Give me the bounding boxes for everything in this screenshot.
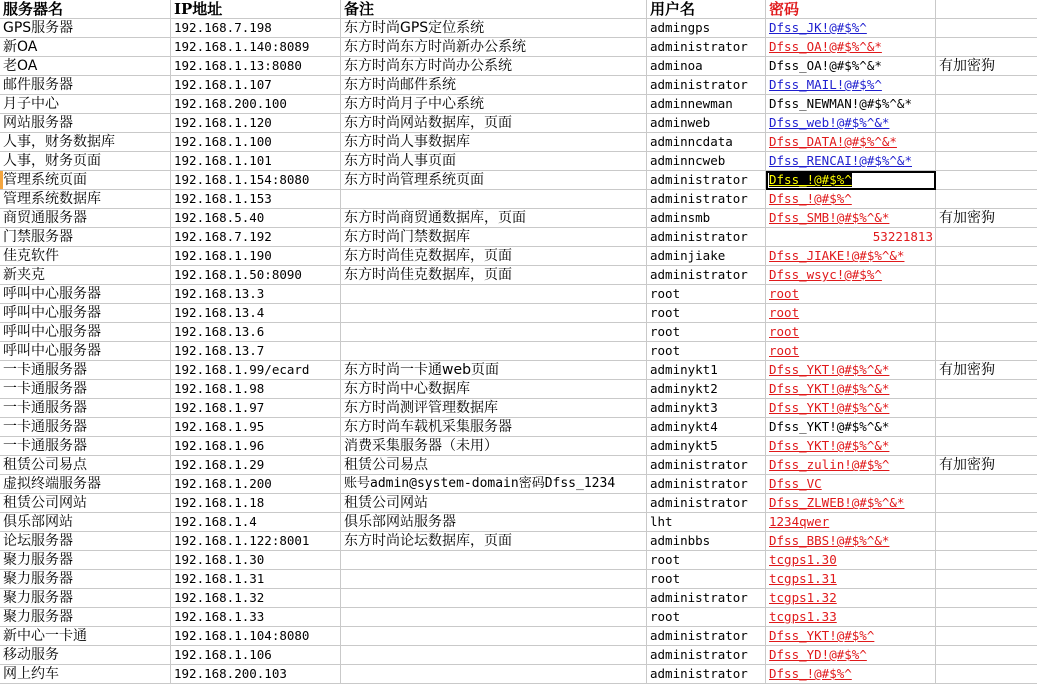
extra-note-cell[interactable]: 有加密狗 (936, 57, 1037, 76)
ip-address-cell[interactable]: 192.168.1.122:8001 (171, 532, 341, 551)
extra-note-cell[interactable] (936, 285, 1037, 304)
server-name-cell[interactable]: 新中心一卡通 (0, 627, 171, 646)
ip-address-cell[interactable]: 192.168.5.40 (171, 209, 341, 228)
table-row (0, 361, 1037, 380)
ip-address-cell[interactable]: 192.168.1.98 (171, 380, 341, 399)
table-row (0, 133, 1037, 152)
table-row (0, 95, 1037, 114)
table-row (0, 494, 1037, 513)
extra-note-cell[interactable] (936, 627, 1037, 646)
password-cell[interactable]: Dfss_BBS!@#$%^&* (766, 532, 936, 551)
ip-address-cell[interactable]: 192.168.1.95 (171, 418, 341, 437)
extra-note-cell[interactable] (936, 342, 1037, 361)
ip-address-cell[interactable]: 192.168.1.190 (171, 247, 341, 266)
note-cell[interactable] (341, 285, 647, 304)
note-cell[interactable]: 东方时尚东方时尚新办公系统 (341, 38, 647, 57)
extra-note-cell[interactable] (936, 475, 1037, 494)
password-cell[interactable]: Dfss_NEWMAN!@#$%^&* (766, 95, 936, 114)
ip-address-cell[interactable]: 192.168.200.100 (171, 95, 341, 114)
table-row (0, 266, 1037, 285)
note-cell[interactable] (341, 551, 647, 570)
table-row (0, 608, 1037, 627)
ip-address-cell[interactable]: 192.168.1.29 (171, 456, 341, 475)
username-cell[interactable]: adminsmb (647, 209, 766, 228)
note-cell[interactable]: 租赁公司网站 (341, 494, 647, 513)
ip-address-cell[interactable]: 192.168.7.198 (171, 19, 341, 38)
note-cell[interactable]: 俱乐部网站服务器 (341, 513, 647, 532)
note-cell[interactable]: 东方时尚管理系统页面 (341, 171, 647, 190)
password-cell[interactable]: root (766, 304, 936, 323)
username-cell[interactable]: administrator (647, 266, 766, 285)
header-name-cell[interactable]: 服务器名 (0, 0, 171, 19)
server-name-cell[interactable]: 呼叫中心服务器 (0, 342, 171, 361)
server-name-cell[interactable]: 佳克软件 (0, 247, 171, 266)
extra-note-cell[interactable] (936, 570, 1037, 589)
extra-note-cell[interactable] (936, 589, 1037, 608)
table-row (0, 627, 1037, 646)
password-cell[interactable]: Dfss_SMB!@#$%^&* (766, 209, 936, 228)
ip-address-cell[interactable]: 192.168.1.140:8089 (171, 38, 341, 57)
server-name-cell[interactable]: 新夹克 (0, 266, 171, 285)
server-name-cell[interactable]: 网站服务器 (0, 114, 171, 133)
extra-note-cell[interactable] (936, 152, 1037, 171)
extra-note-cell[interactable] (936, 133, 1037, 152)
password-cell[interactable]: Dfss_YD!@#$%^ (766, 646, 936, 665)
table-row (0, 304, 1037, 323)
extra-note-cell[interactable]: 有加密狗 (936, 456, 1037, 475)
server-name-cell[interactable]: 一卡通服务器 (0, 418, 171, 437)
ip-address-cell[interactable]: 192.168.1.97 (171, 399, 341, 418)
note-cell[interactable]: 东方时尚商贸通数据库，页面 (341, 209, 647, 228)
table-row (0, 532, 1037, 551)
server-name-cell[interactable]: 老OA (0, 57, 171, 76)
username-cell[interactable]: administrator (647, 456, 766, 475)
password-cell[interactable]: Dfss_YKT!@#$%^&* (766, 361, 936, 380)
server-name-cell[interactable]: 聚力服务器 (0, 570, 171, 589)
password-cell[interactable] (766, 171, 936, 190)
username-cell[interactable]: root (647, 285, 766, 304)
username-cell[interactable]: adminykt5 (647, 437, 766, 456)
ip-address-cell[interactable]: 192.168.1.99/ecard (171, 361, 341, 380)
extra-note-cell[interactable] (936, 114, 1037, 133)
username-cell[interactable]: adminncdata (647, 133, 766, 152)
note-cell[interactable]: 租赁公司易点 (341, 456, 647, 475)
password-cell[interactable]: Dfss_VC (766, 475, 936, 494)
table-row (0, 513, 1037, 532)
ip-address-cell[interactable]: 192.168.13.7 (171, 342, 341, 361)
note-cell[interactable]: 消费采集服务器（未用） (341, 437, 647, 456)
note-cell[interactable] (341, 665, 647, 684)
password-cell[interactable]: Dfss_OA!@#$%^&* (766, 38, 936, 57)
table-row (0, 399, 1037, 418)
username-cell[interactable]: administrator (647, 589, 766, 608)
extra-note-cell[interactable] (936, 38, 1037, 57)
ip-address-cell[interactable]: 192.168.1.30 (171, 551, 341, 570)
server-name-cell[interactable]: 网上约车 (0, 665, 171, 684)
ip-address-cell[interactable]: 192.168.1.33 (171, 608, 341, 627)
note-cell[interactable]: 东方时尚GPS定位系统 (341, 19, 647, 38)
server-name-cell[interactable]: 门禁服务器 (0, 228, 171, 247)
password-cell[interactable]: Dfss_ZLWEB!@#$%^&* (766, 494, 936, 513)
note-cell[interactable] (341, 608, 647, 627)
server-name-cell[interactable]: 商贸通服务器 (0, 209, 171, 228)
username-cell[interactable]: adminnewman (647, 95, 766, 114)
password-cell[interactable]: 1234qwer (766, 513, 936, 532)
server-name-cell[interactable]: 管理系统数据库 (0, 190, 171, 209)
note-cell[interactable]: 东方时尚东方时尚办公系统 (341, 57, 647, 76)
username-cell[interactable]: root (647, 342, 766, 361)
ip-address-cell[interactable]: 192.168.13.3 (171, 285, 341, 304)
server-name-cell[interactable]: 移动服务 (0, 646, 171, 665)
username-cell[interactable]: administrator (647, 171, 766, 190)
server-name-cell[interactable]: 呼叫中心服务器 (0, 304, 171, 323)
username-cell[interactable]: administrator (647, 76, 766, 95)
note-cell[interactable] (341, 589, 647, 608)
table-row (0, 475, 1037, 494)
table-row (0, 570, 1037, 589)
password-cell[interactable]: tcgps1.31 (766, 570, 936, 589)
username-cell[interactable]: root (647, 608, 766, 627)
extra-note-cell[interactable] (936, 266, 1037, 285)
ip-address-cell[interactable]: 192.168.1.32 (171, 589, 341, 608)
server-name-cell[interactable]: 呼叫中心服务器 (0, 323, 171, 342)
server-name-cell[interactable]: 论坛服务器 (0, 532, 171, 551)
server-name-cell[interactable]: 新OA (0, 38, 171, 57)
username-cell[interactable]: adminykt2 (647, 380, 766, 399)
extra-note-cell[interactable] (936, 608, 1037, 627)
password-cell[interactable]: Dfss_!@#$%^ (766, 190, 936, 209)
table-row (0, 437, 1037, 456)
note-cell[interactable] (341, 570, 647, 589)
password-cell[interactable]: Dfss_DATA!@#$%^&* (766, 133, 936, 152)
table-row (0, 209, 1037, 228)
table-row (0, 114, 1037, 133)
extra-note-cell[interactable] (936, 418, 1037, 437)
note-cell[interactable]: 账号admin@system-domain密码Dfss_1234 (341, 475, 647, 494)
note-cell[interactable]: 东方时尚佳克数据库，页面 (341, 266, 647, 285)
password-cell[interactable]: Dfss_!@#$%^ (766, 665, 936, 684)
header-extra-cell[interactable] (936, 0, 1037, 19)
extra-note-cell[interactable] (936, 247, 1037, 266)
ip-address-cell[interactable]: 192.168.13.4 (171, 304, 341, 323)
table-row (0, 456, 1037, 475)
header-user-cell[interactable]: 用户名 (647, 0, 766, 19)
note-cell[interactable]: 东方时尚车载机采集服务器 (341, 418, 647, 437)
table-row (0, 342, 1037, 361)
username-cell[interactable]: administrator (647, 190, 766, 209)
password-cell[interactable]: Dfss_web!@#$%^&* (766, 114, 936, 133)
username-cell[interactable]: administrator (647, 38, 766, 57)
username-cell[interactable]: lht (647, 513, 766, 532)
note-cell[interactable] (341, 323, 647, 342)
password-cell[interactable]: Dfss_zulin!@#$%^ (766, 456, 936, 475)
username-cell[interactable]: admingps (647, 19, 766, 38)
username-cell[interactable]: adminncweb (647, 152, 766, 171)
note-cell[interactable]: 东方时尚中心数据库 (341, 380, 647, 399)
username-cell[interactable]: root (647, 551, 766, 570)
ip-address-cell[interactable]: 192.168.1.31 (171, 570, 341, 589)
ip-address-cell[interactable]: 192.168.1.13:8080 (171, 57, 341, 76)
note-cell[interactable] (341, 627, 647, 646)
server-name-cell[interactable]: 租赁公司易点 (0, 456, 171, 475)
ip-address-cell[interactable]: 192.168.200.103 (171, 665, 341, 684)
ip-address-cell[interactable]: 192.168.1.154:8080 (171, 171, 341, 190)
note-cell[interactable] (341, 190, 647, 209)
password-cell[interactable]: Dfss_wsyc!@#$%^ (766, 266, 936, 285)
username-cell[interactable]: root (647, 323, 766, 342)
table-row (0, 418, 1037, 437)
server-name-cell[interactable]: 俱乐部网站 (0, 513, 171, 532)
username-cell[interactable]: administrator (647, 646, 766, 665)
extra-note-cell[interactable] (936, 190, 1037, 209)
extra-note-cell[interactable] (936, 513, 1037, 532)
extra-note-cell[interactable] (936, 532, 1037, 551)
username-cell[interactable]: adminjiake (647, 247, 766, 266)
server-name-cell[interactable]: GPS服务器 (0, 19, 171, 38)
extra-note-cell[interactable]: 有加密狗 (936, 361, 1037, 380)
password-cell[interactable]: tcgps1.30 (766, 551, 936, 570)
password-cell[interactable]: Dfss_YKT!@#$%^ (766, 627, 936, 646)
ip-address-cell[interactable]: 192.168.1.200 (171, 475, 341, 494)
ip-address-cell[interactable]: 192.168.1.104:8080 (171, 627, 341, 646)
note-cell[interactable] (341, 646, 647, 665)
table-row (0, 171, 1037, 190)
table-row (0, 646, 1037, 665)
password-cell[interactable]: root (766, 342, 936, 361)
extra-note-cell[interactable] (936, 323, 1037, 342)
server-name-cell[interactable]: 一卡通服务器 (0, 361, 171, 380)
table-row (0, 57, 1037, 76)
extra-note-cell[interactable] (936, 95, 1037, 114)
extra-note-cell[interactable]: 有加密狗 (936, 209, 1037, 228)
extra-note-cell[interactable] (936, 19, 1037, 38)
table-row (0, 19, 1037, 38)
note-cell[interactable]: 东方时尚佳克数据库，页面 (341, 247, 647, 266)
server-name-cell[interactable]: 人事，财务页面 (0, 152, 171, 171)
username-cell[interactable]: administrator (647, 228, 766, 247)
ip-address-cell[interactable]: 192.168.1.106 (171, 646, 341, 665)
extra-note-cell[interactable] (936, 437, 1037, 456)
username-cell[interactable]: adminbbs (647, 532, 766, 551)
table-row (0, 228, 1037, 247)
note-cell[interactable]: 东方时尚一卡通web页面 (341, 361, 647, 380)
note-cell[interactable]: 东方时尚论坛数据库，页面 (341, 532, 647, 551)
password-cell[interactable]: Dfss_YKT!@#$%^&* (766, 437, 936, 456)
ip-address-cell[interactable]: 192.168.1.50:8090 (171, 266, 341, 285)
ip-address-cell[interactable]: 192.168.1.120 (171, 114, 341, 133)
ip-address-cell[interactable]: 192.168.1.100 (171, 133, 341, 152)
note-cell[interactable]: 东方时尚网站数据库，页面 (341, 114, 647, 133)
password-cell[interactable]: tcgps1.32 (766, 589, 936, 608)
extra-note-cell[interactable] (936, 646, 1037, 665)
server-name-cell[interactable]: 邮件服务器 (0, 76, 171, 95)
username-cell[interactable]: adminykt4 (647, 418, 766, 437)
note-cell[interactable] (341, 342, 647, 361)
table-row (0, 665, 1037, 684)
extra-note-cell[interactable] (936, 171, 1037, 190)
extra-note-cell[interactable] (936, 551, 1037, 570)
username-cell[interactable]: adminykt1 (647, 361, 766, 380)
username-cell[interactable]: administrator (647, 475, 766, 494)
note-cell[interactable]: 东方时尚邮件系统 (341, 76, 647, 95)
table-row (0, 152, 1037, 171)
ip-address-cell[interactable]: 192.168.7.192 (171, 228, 341, 247)
ip-address-cell[interactable]: 192.168.1.101 (171, 152, 341, 171)
extra-note-cell[interactable] (936, 665, 1037, 684)
extra-note-cell[interactable] (936, 494, 1037, 513)
password-cell[interactable]: 53221813 (766, 228, 936, 247)
server-name-cell[interactable]: 聚力服务器 (0, 608, 171, 627)
password-cell[interactable]: root (766, 323, 936, 342)
header-password-cell[interactable]: 密码 (766, 0, 936, 19)
username-cell[interactable]: adminweb (647, 114, 766, 133)
extra-note-cell[interactable] (936, 380, 1037, 399)
ip-address-cell[interactable]: 192.168.13.6 (171, 323, 341, 342)
password-cell[interactable]: Dfss_MAIL!@#$%^ (766, 76, 936, 95)
password-cell[interactable]: Dfss_YKT!@#$%^&* (766, 418, 936, 437)
note-cell[interactable]: 东方时尚门禁数据库 (341, 228, 647, 247)
selected-password-text: Dfss_!@#$%^ (769, 172, 852, 187)
extra-note-cell[interactable] (936, 399, 1037, 418)
username-cell[interactable]: administrator (647, 665, 766, 684)
username-cell[interactable]: root (647, 304, 766, 323)
server-name-cell[interactable]: 一卡通服务器 (0, 380, 171, 399)
server-name-cell[interactable]: 一卡通服务器 (0, 399, 171, 418)
ip-address-cell[interactable]: 192.168.1.4 (171, 513, 341, 532)
extra-note-cell[interactable] (936, 304, 1037, 323)
server-name-cell[interactable]: 人事，财务数据库 (0, 133, 171, 152)
username-cell[interactable]: adminoa (647, 57, 766, 76)
password-cell[interactable]: tcgps1.33 (766, 608, 936, 627)
server-name-cell[interactable]: 租赁公司网站 (0, 494, 171, 513)
password-cell[interactable]: Dfss_YKT!@#$%^&* (766, 399, 936, 418)
table-row (0, 380, 1037, 399)
password-cell[interactable]: root (766, 285, 936, 304)
server-name-cell[interactable]: 呼叫中心服务器 (0, 285, 171, 304)
username-cell[interactable]: administrator (647, 494, 766, 513)
note-cell[interactable]: 东方时尚人事数据库 (341, 133, 647, 152)
table-row (0, 38, 1037, 57)
ip-address-cell[interactable]: 192.168.1.107 (171, 76, 341, 95)
note-cell[interactable]: 东方时尚人事页面 (341, 152, 647, 171)
username-cell[interactable]: root (647, 570, 766, 589)
table-row (0, 589, 1037, 608)
note-cell[interactable] (341, 304, 647, 323)
header-note-cell[interactable]: 备注 (341, 0, 647, 19)
username-cell[interactable]: adminykt3 (647, 399, 766, 418)
header-ip-cell[interactable]: IP地址 (171, 0, 341, 19)
ip-address-cell[interactable]: 192.168.1.96 (171, 437, 341, 456)
password-cell[interactable]: Dfss_OA!@#$%^&* (766, 57, 936, 76)
ip-address-cell[interactable]: 192.168.1.18 (171, 494, 341, 513)
table-row (0, 551, 1037, 570)
password-cell[interactable]: Dfss_YKT!@#$%^&* (766, 380, 936, 399)
table-row (0, 247, 1037, 266)
server-name-cell[interactable]: 聚力服务器 (0, 551, 171, 570)
table-row (0, 190, 1037, 209)
table-row (0, 76, 1037, 95)
note-cell[interactable]: 东方时尚测评管理数据库 (341, 399, 647, 418)
server-name-cell[interactable]: 管理系统页面 (0, 171, 171, 190)
server-name-cell[interactable]: 一卡通服务器 (0, 437, 171, 456)
username-cell[interactable]: administrator (647, 627, 766, 646)
table-row (0, 323, 1037, 342)
extra-note-cell[interactable] (936, 228, 1037, 247)
extra-note-cell[interactable] (936, 76, 1037, 95)
header-row (0, 0, 1037, 19)
note-cell[interactable]: 东方时尚月子中心系统 (341, 95, 647, 114)
password-cell[interactable]: Dfss_RENCAI!@#$%^&* (766, 152, 936, 171)
server-name-cell[interactable]: 月子中心 (0, 95, 171, 114)
server-name-cell[interactable]: 虚拟终端服务器 (0, 475, 171, 494)
server-name-cell[interactable]: 聚力服务器 (0, 589, 171, 608)
password-cell[interactable]: Dfss_JK!@#$%^ (766, 19, 936, 38)
password-cell[interactable]: Dfss_JIAKE!@#$%^&* (766, 247, 936, 266)
ip-address-cell[interactable]: 192.168.1.153 (171, 190, 341, 209)
table-row (0, 285, 1037, 304)
